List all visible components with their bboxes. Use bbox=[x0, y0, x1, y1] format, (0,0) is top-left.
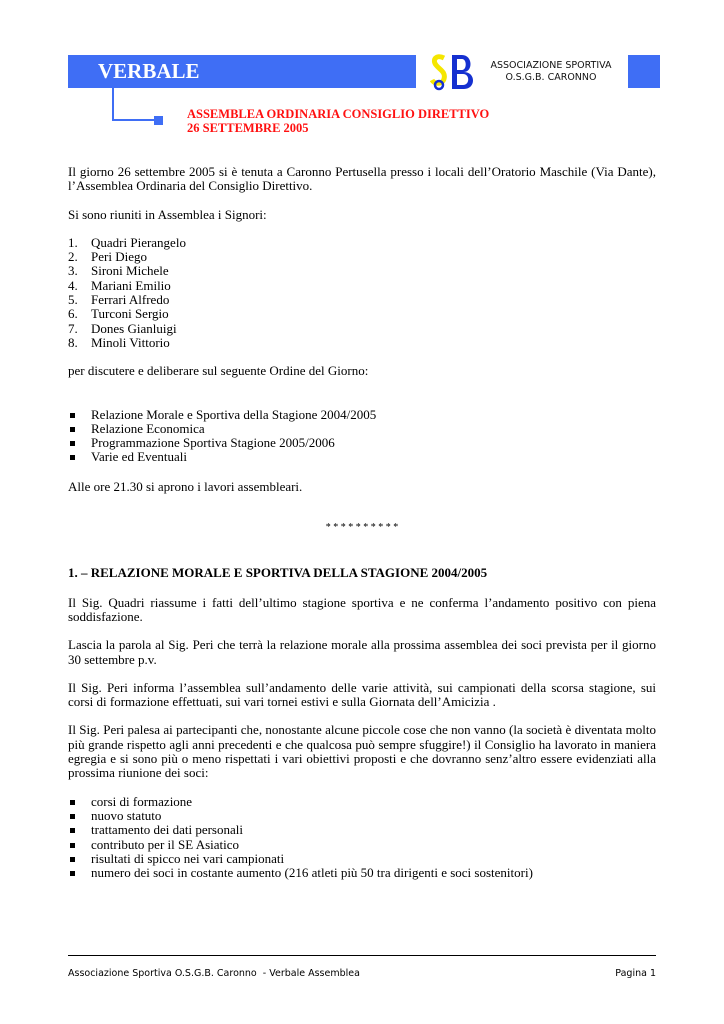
points-list bbox=[68, 795, 656, 881]
paragraph: Il Sig. Peri informa l’assemblea sull’andamento delle varie attività, sui campionati della scorsa stagione, sui corsi di formazione effettuati, sui vari tornei estivi e sulla Giornata dell’Amicizia . bbox=[68, 679, 656, 710]
intro-paragraph: Il giorno 26 settembre 2005 si è tenuta a Caronno Pertusella presso i locali dell’Oratorio Maschile (Via Dante), l’Assemblea Ordinaria del Consiglio Direttivo. bbox=[68, 164, 656, 194]
paragraph: Lascia la parola al Sig. Peri che terrà la relazione morale alla prossima assemblea dei soci prevista per il giorno 30 settembre p.v. bbox=[68, 637, 656, 667]
list-item bbox=[68, 450, 656, 464]
attendees-intro: Si sono riuniti in Assemblea i Signori: bbox=[68, 206, 267, 222]
item-number: 5. bbox=[68, 292, 78, 308]
item-number: 2. bbox=[68, 249, 78, 265]
point-item: contributo per il SE Asiatico bbox=[91, 836, 240, 852]
list-item bbox=[68, 307, 656, 321]
connector-line bbox=[112, 88, 114, 121]
item-number: 7. bbox=[68, 320, 78, 336]
bullet-icon bbox=[70, 427, 75, 432]
org-line-2: O.S.G.B. CARONNO bbox=[505, 72, 597, 83]
list-item bbox=[68, 293, 656, 307]
agenda-item: Programmazione Sportiva Stagione 2005/2006 bbox=[91, 435, 335, 451]
document-title: VERBALE bbox=[98, 59, 200, 83]
list-item bbox=[68, 279, 656, 293]
list-item bbox=[68, 250, 656, 264]
subtitle-line-1: ASSEMBLEA ORDINARIA CONSIGLIO DIRETTIVO bbox=[187, 107, 490, 121]
agenda-item: Varie ed Eventuali bbox=[91, 449, 188, 465]
item-number: 4. bbox=[68, 277, 78, 293]
agenda-list bbox=[68, 408, 656, 465]
page-number: Pagina 1 bbox=[615, 968, 656, 979]
attendee-name: Dones Gianluigi bbox=[91, 320, 177, 336]
attendee-name: Turconi Sergio bbox=[91, 306, 169, 322]
list-item bbox=[68, 422, 656, 436]
attendees-list bbox=[68, 236, 656, 350]
meeting-subtitle bbox=[187, 107, 489, 135]
organization-name bbox=[482, 60, 620, 84]
decorative-square bbox=[628, 55, 660, 88]
title-banner bbox=[68, 55, 416, 88]
opening-text: Alle ore 21.30 si aprono i lavori assembleari. bbox=[68, 478, 303, 494]
attendee-name: Mariani Emilio bbox=[91, 277, 171, 293]
point-item: trattamento dei dati personali bbox=[91, 822, 243, 838]
separator: * * * * * * * * * * bbox=[325, 522, 399, 534]
list-item bbox=[68, 795, 656, 809]
bullet-icon bbox=[70, 441, 75, 446]
list-item bbox=[68, 336, 656, 350]
footer bbox=[68, 968, 656, 979]
point-item: corsi di formazione bbox=[91, 793, 193, 809]
list-item bbox=[68, 823, 656, 837]
attendee-name: Peri Diego bbox=[91, 249, 147, 265]
agenda-item: Relazione Morale e Sportiva della Stagione 2004/2005 bbox=[91, 406, 377, 422]
bullet-icon bbox=[70, 857, 75, 862]
list-item bbox=[68, 838, 656, 852]
connector-line bbox=[112, 119, 156, 121]
list-item bbox=[68, 322, 656, 336]
point-item: numero dei soci in costante aumento (216 atleti più 50 tra dirigenti e soci sostenitori) bbox=[91, 865, 533, 881]
agenda-item: Relazione Economica bbox=[91, 420, 205, 436]
bullet-icon bbox=[70, 800, 75, 805]
attendee-name: Sironi Michele bbox=[91, 263, 169, 279]
attendee-name: Minoli Vittorio bbox=[91, 334, 170, 350]
list-item bbox=[68, 866, 656, 880]
agenda-intro: per discutere e deliberare sul seguente Ordine del Giorno: bbox=[68, 363, 369, 379]
bullet-icon bbox=[70, 828, 75, 833]
bullet-icon bbox=[70, 871, 75, 876]
paragraph: Il Sig. Quadri riassume i fatti dell’ultimo stagione sportiva e ne conferma l’andamento positivo con piena soddisfazione. bbox=[68, 594, 656, 624]
list-item bbox=[68, 408, 656, 422]
subtitle-line-2: 26 SETTEMBRE 2005 bbox=[187, 121, 309, 135]
list-item bbox=[68, 852, 656, 866]
list-item bbox=[68, 264, 656, 278]
list-item bbox=[68, 436, 656, 450]
paragraph: Il Sig. Peri palesa ai partecipanti che, nonostante alcune piccole cose che non vanno (la società è diventata molto più grande rispetto agli anni precedenti e che qualcosa può sempre sfuggire!) il Consiglio ha lavorato in maniera egregia e si sono più o meno rispettati i vari obiettivi proposti e che dovranno senz’altro essere evidenziati alla prossima riunione dei soci: bbox=[68, 722, 656, 781]
connector-square bbox=[154, 116, 163, 125]
bullet-icon bbox=[70, 413, 75, 418]
bullet-icon bbox=[70, 843, 75, 848]
attendee-name: Quadri Pierangelo bbox=[91, 234, 186, 250]
list-item bbox=[68, 809, 656, 823]
item-number: 6. bbox=[68, 306, 78, 322]
footer-text: Associazione Sportiva O.S.G.B. Caronno - Verbale Assemblea bbox=[68, 968, 360, 979]
document-body bbox=[68, 165, 656, 894]
bullet-icon bbox=[70, 455, 75, 460]
section-heading: 1. – RELAZIONE MORALE E SPORTIVA DELLA STAGIONE 2004/2005 bbox=[68, 565, 488, 581]
item-number: 1. bbox=[68, 234, 78, 250]
item-number: 8. bbox=[68, 334, 78, 350]
org-line-1: ASSOCIAZIONE SPORTIVA bbox=[490, 60, 612, 71]
bullet-icon bbox=[70, 814, 75, 819]
osgb-logo bbox=[430, 52, 476, 92]
point-item: nuovo statuto bbox=[91, 807, 162, 823]
list-item bbox=[68, 236, 656, 250]
item-number: 3. bbox=[68, 263, 78, 279]
attendee-name: Ferrari Alfredo bbox=[91, 292, 170, 308]
footer-divider bbox=[68, 955, 656, 956]
point-item: risultati di spicco nei vari campionati bbox=[91, 850, 285, 866]
